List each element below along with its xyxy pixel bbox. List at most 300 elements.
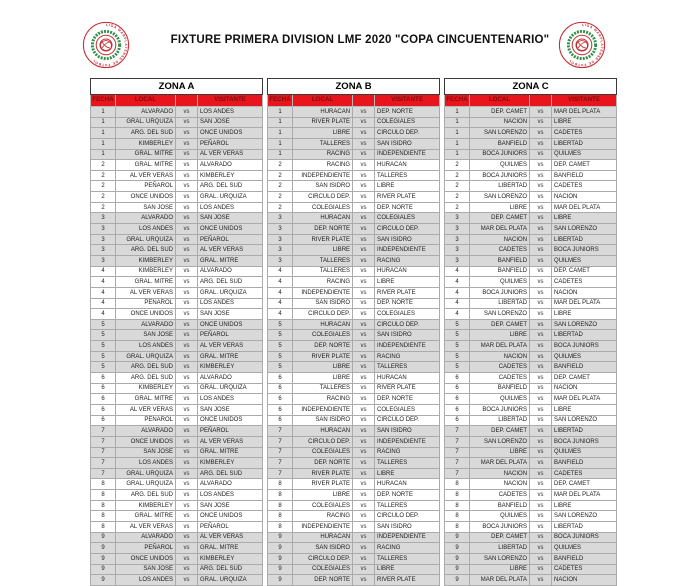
local-team-cell: LIBRE (293, 373, 353, 384)
vs-cell: vs (353, 447, 375, 458)
vs-cell: vs (530, 436, 552, 447)
local-team-cell: QUILMES (470, 277, 530, 288)
fecha-cell: 8 (268, 500, 293, 511)
fecha-header: FECHA (268, 95, 293, 107)
local-team-cell: DEP. NORTE (293, 224, 353, 235)
fixture-row (268, 564, 440, 575)
fecha-cell: 7 (91, 468, 116, 479)
visitante-team-cell: SAN ISIDRO (375, 234, 440, 245)
fixture-row (445, 458, 617, 469)
fixture-row (445, 138, 617, 149)
fecha-cell: 9 (445, 532, 470, 543)
vs-cell: vs (353, 138, 375, 149)
vs-cell: vs (530, 309, 552, 320)
vs-cell: vs (353, 117, 375, 128)
local-team-cell: GRAL. URQUIZA (116, 351, 176, 362)
vs-cell: vs (176, 224, 198, 235)
local-team-cell: MAR DEL PLATA (470, 458, 530, 469)
visitante-team-cell: AL VER VERAS (198, 532, 263, 543)
visitante-team-cell: LIBRE (552, 404, 617, 415)
vs-cell: vs (353, 543, 375, 554)
fixture-row (268, 170, 440, 181)
vs-cell: vs (530, 553, 552, 564)
visitante-team-cell: BANFIELD (552, 362, 617, 373)
fixture-row (445, 213, 617, 224)
fecha-cell: 9 (268, 532, 293, 543)
visitante-team-cell: KIMBERLEY (198, 458, 263, 469)
vs-cell: vs (353, 436, 375, 447)
fixture-row (268, 245, 440, 256)
fixture-row (91, 234, 263, 245)
fecha-cell: 1 (91, 117, 116, 128)
local-team-cell: DEP. CAMET (470, 532, 530, 543)
fecha-cell: 8 (91, 490, 116, 501)
visitante-team-cell: LOS ANDES (198, 202, 263, 213)
fixture-row (268, 128, 440, 139)
visitante-team-cell: RIVER PLATE (375, 383, 440, 394)
fixture-row (268, 553, 440, 564)
visitante-team-cell: COLEGIALES (375, 117, 440, 128)
local-team-cell: ARG. DEL SUD (116, 245, 176, 256)
visitante-team-cell: PEÑAROL (198, 521, 263, 532)
fecha-cell: 2 (268, 192, 293, 203)
fecha-cell: 6 (268, 383, 293, 394)
fixture-row (445, 255, 617, 266)
fixture-row (91, 341, 263, 352)
fixture-row (91, 287, 263, 298)
fecha-cell: 6 (268, 415, 293, 426)
fixture-row (268, 298, 440, 309)
local-team-cell: COLEGIALES (293, 564, 353, 575)
fecha-cell: 7 (268, 426, 293, 437)
fecha-cell: 2 (268, 170, 293, 181)
visitante-team-cell: MAR DEL PLATA (552, 394, 617, 405)
local-team-cell: LOS ANDES (116, 341, 176, 352)
visitante-team-cell: DEP. CAMET (552, 160, 617, 171)
league-logo-icon (558, 21, 606, 69)
fecha-cell: 5 (445, 351, 470, 362)
local-team-cell: MAR DEL PLATA (470, 575, 530, 586)
fecha-cell: 6 (445, 373, 470, 384)
local-team-cell: INDEPENDIENTE (293, 170, 353, 181)
local-team-cell: SAN LORENZO (470, 192, 530, 203)
local-team-cell: LIBRE (293, 362, 353, 373)
fecha-cell: 9 (445, 543, 470, 554)
fixture-row (445, 107, 617, 118)
local-team-cell: DEP. NORTE (293, 341, 353, 352)
fixture-row (268, 181, 440, 192)
fecha-cell: 6 (445, 404, 470, 415)
local-team-cell: DEP. NORTE (293, 575, 353, 586)
zone-title-row (268, 79, 440, 95)
fixture-row (445, 447, 617, 458)
visitante-team-cell: ONCE UNIDOS (198, 319, 263, 330)
local-team-cell: LIBRE (470, 447, 530, 458)
fecha-cell: 4 (445, 309, 470, 320)
fixture-row (445, 266, 617, 277)
local-team-cell: DEP. CAMET (470, 213, 530, 224)
fixture-row (91, 532, 263, 543)
visitante-team-cell: GRAL. URQUIZA (198, 287, 263, 298)
vs-cell: vs (353, 287, 375, 298)
visitante-team-cell: COLEGIALES (375, 404, 440, 415)
vs-cell: vs (530, 287, 552, 298)
fixture-row (91, 373, 263, 384)
fecha-cell: 5 (445, 341, 470, 352)
vs-cell: vs (353, 298, 375, 309)
fixture-row (268, 351, 440, 362)
fixture-row (91, 500, 263, 511)
local-team-cell: QUILMES (470, 394, 530, 405)
fecha-cell: 2 (268, 181, 293, 192)
fixture-row (91, 319, 263, 330)
visitante-team-cell: MAR DEL PLATA (552, 202, 617, 213)
fixture-row (91, 160, 263, 171)
fecha-cell: 8 (91, 500, 116, 511)
visitante-team-cell: AL VER VERAS (198, 341, 263, 352)
fecha-cell: 9 (91, 564, 116, 575)
vs-cell: vs (353, 341, 375, 352)
vs-cell: vs (176, 575, 198, 586)
local-team-cell: LOS ANDES (116, 458, 176, 469)
fixture-row (268, 234, 440, 245)
fecha-cell: 1 (445, 138, 470, 149)
fixture-row (268, 287, 440, 298)
fecha-cell: 8 (445, 479, 470, 490)
local-team-cell: BANFIELD (470, 138, 530, 149)
local-team-cell: AL VER VERAS (116, 521, 176, 532)
local-team-cell: DEP. CAMET (470, 426, 530, 437)
visitante-team-cell: ONCE UNIDOS (198, 415, 263, 426)
fecha-cell: 6 (268, 404, 293, 415)
local-team-cell: CADETES (470, 490, 530, 501)
local-team-cell: LIBRE (470, 564, 530, 575)
fixture-row (445, 394, 617, 405)
local-team-cell: LOS ANDES (116, 575, 176, 586)
fecha-cell: 7 (91, 458, 116, 469)
visitante-team-cell: BOCA JUNIORS (552, 245, 617, 256)
fecha-cell: 9 (268, 553, 293, 564)
vs-cell: vs (530, 245, 552, 256)
visitante-team-cell: GRAL. URQUIZA (198, 575, 263, 586)
local-team-cell: RIVER PLATE (293, 117, 353, 128)
fecha-cell: 5 (268, 351, 293, 362)
fecha-cell: 6 (91, 383, 116, 394)
vs-cell: vs (530, 234, 552, 245)
vs-cell: vs (353, 415, 375, 426)
fixture-row (445, 341, 617, 352)
fixture-row (268, 426, 440, 437)
fixture-row (268, 341, 440, 352)
visitante-team-cell: HURACAN (375, 479, 440, 490)
fixture-row (445, 383, 617, 394)
local-team-cell: RIVER PLATE (293, 234, 353, 245)
fecha-cell: 8 (91, 521, 116, 532)
fixture-row (445, 553, 617, 564)
visitante-team-cell: LIBRE (552, 500, 617, 511)
local-team-cell: CIRCULO DEP. (293, 192, 353, 203)
local-team-cell: BANFIELD (470, 500, 530, 511)
vs-cell: vs (530, 479, 552, 490)
fecha-cell: 3 (91, 224, 116, 235)
fecha-cell: 5 (91, 362, 116, 373)
fixture-row (268, 532, 440, 543)
visitante-team-cell: RIVER PLATE (375, 575, 440, 586)
visitante-team-cell: INDEPENDIENTE (375, 532, 440, 543)
fecha-cell: 7 (91, 426, 116, 437)
fecha-cell: 3 (91, 255, 116, 266)
local-team-cell: NACION (470, 351, 530, 362)
fecha-cell: 2 (268, 160, 293, 171)
visitante-team-cell: TALLERES (375, 500, 440, 511)
vs-cell: vs (530, 415, 552, 426)
fecha-cell: 1 (445, 107, 470, 118)
local-team-cell: BANFIELD (470, 266, 530, 277)
fixture-row (91, 362, 263, 373)
visitante-team-cell: DEP. CAMET (552, 373, 617, 384)
vs-cell: vs (176, 404, 198, 415)
vs-cell: vs (176, 287, 198, 298)
fixture-row (91, 117, 263, 128)
fecha-cell: 4 (268, 277, 293, 288)
local-team-cell: HURACAN (293, 426, 353, 437)
vs-cell: vs (353, 245, 375, 256)
fecha-cell: 7 (445, 468, 470, 479)
fecha-cell: 7 (268, 468, 293, 479)
fixture-row (445, 351, 617, 362)
visitante-team-cell: COLEGIALES (375, 213, 440, 224)
column-header-row (91, 95, 263, 107)
vs-cell: vs (530, 575, 552, 586)
fixture-row (268, 255, 440, 266)
fecha-cell: 5 (268, 319, 293, 330)
local-team-cell: KIMBERLEY (116, 383, 176, 394)
visitante-team-cell: BOCA JUNIORS (552, 341, 617, 352)
column-header-row (445, 95, 617, 107)
vs-cell: vs (530, 351, 552, 362)
fecha-cell: 8 (91, 511, 116, 522)
fixture-row (445, 426, 617, 437)
visitante-team-cell: RACING (375, 447, 440, 458)
vs-cell: vs (530, 138, 552, 149)
vs-cell: vs (176, 245, 198, 256)
vs-cell: vs (176, 468, 198, 479)
vs-cell: vs (353, 266, 375, 277)
vs-cell: vs (530, 330, 552, 341)
fecha-cell: 4 (268, 266, 293, 277)
fecha-cell: 6 (268, 373, 293, 384)
fixture-row (445, 436, 617, 447)
vs-cell: vs (530, 404, 552, 415)
fixture-row (445, 128, 617, 139)
visitante-team-cell: CADETES (552, 564, 617, 575)
fecha-cell: 2 (91, 181, 116, 192)
zone-title: ZONA A (91, 79, 263, 95)
vs-cell: vs (530, 266, 552, 277)
vs-cell: vs (353, 224, 375, 235)
fixture-row (91, 426, 263, 437)
visitante-team-cell: GRAL. MITRE (198, 447, 263, 458)
visitante-team-cell: SAN ISIDRO (375, 330, 440, 341)
local-team-cell: BOCA JUNIORS (470, 287, 530, 298)
fixture-row (91, 543, 263, 554)
local-team-cell: ONCE UNIDOS (116, 436, 176, 447)
visitante-team-cell: CADETES (552, 277, 617, 288)
visitante-team-cell: GRAL. MITRE (198, 255, 263, 266)
local-team-cell: SAN LORENZO (470, 128, 530, 139)
fixture-row (268, 479, 440, 490)
fecha-cell: 2 (91, 170, 116, 181)
vs-cell: vs (353, 373, 375, 384)
fecha-cell: 2 (445, 160, 470, 171)
fecha-cell: 2 (445, 170, 470, 181)
fecha-cell: 6 (445, 383, 470, 394)
vs-cell: vs (353, 192, 375, 203)
fecha-cell: 1 (445, 149, 470, 160)
visitante-team-cell: QUILMES (552, 351, 617, 362)
fixture-row (268, 224, 440, 235)
fecha-cell: 9 (91, 543, 116, 554)
fixture-row (268, 447, 440, 458)
vs-cell: vs (176, 128, 198, 139)
visitante-team-cell: ONCE UNIDOS (198, 224, 263, 235)
local-team-cell: HURACAN (293, 532, 353, 543)
local-team-cell: MAR DEL PLATA (470, 224, 530, 235)
local-team-cell: HURACAN (293, 107, 353, 118)
visitante-team-cell: RIVER PLATE (375, 192, 440, 203)
vs-cell: vs (530, 298, 552, 309)
local-team-cell: BOCA JUNIORS (470, 170, 530, 181)
fecha-cell: 1 (91, 149, 116, 160)
visitante-team-cell: GRAL. MITRE (198, 351, 263, 362)
vs-cell: vs (353, 575, 375, 586)
vs-cell: vs (176, 149, 198, 160)
fixture-row (445, 277, 617, 288)
visitante-team-cell: DEP. NORTE (375, 490, 440, 501)
fecha-cell: 1 (268, 117, 293, 128)
fixture-row (445, 309, 617, 320)
vs-cell: vs (353, 468, 375, 479)
fixture-row (268, 138, 440, 149)
vs-cell: vs (353, 255, 375, 266)
vs-cell: vs (176, 330, 198, 341)
visitante-team-cell: SAN JOSE (198, 117, 263, 128)
fecha-cell: 3 (268, 224, 293, 235)
vs-cell: vs (353, 383, 375, 394)
local-team-cell: GRAL. MITRE (116, 394, 176, 405)
local-team-cell: SAN JOSE (116, 330, 176, 341)
local-team-cell: KIMBERLEY (116, 255, 176, 266)
visitante-team-cell: CIRCULO DEP. (375, 128, 440, 139)
visitante-team-cell: NACION (552, 192, 617, 203)
visitante-team-cell: MAR DEL PLATA (552, 107, 617, 118)
fecha-cell: 3 (268, 213, 293, 224)
visitante-team-cell: CIRCULO DEP. (375, 511, 440, 522)
visitante-team-cell: NACION (552, 287, 617, 298)
fecha-cell: 7 (445, 436, 470, 447)
vs-cell: vs (176, 298, 198, 309)
local-team-cell: LIBRE (293, 245, 353, 256)
fecha-cell: 1 (268, 107, 293, 118)
local-team-cell: COLEGIALES (293, 500, 353, 511)
local-team-cell: ARG. DEL SUD (116, 490, 176, 501)
local-team-cell: INDEPENDIENTE (293, 287, 353, 298)
local-team-cell: ARG. DEL SUD (116, 362, 176, 373)
fixture-row (268, 373, 440, 384)
local-team-cell: SAN ISIDRO (293, 415, 353, 426)
fecha-cell: 5 (268, 362, 293, 373)
fixture-row (268, 330, 440, 341)
fecha-cell: 2 (268, 202, 293, 213)
local-team-cell: ALVARADO (116, 426, 176, 437)
vs-cell: vs (176, 255, 198, 266)
vs-cell: vs (353, 107, 375, 118)
vs-cell: vs (353, 511, 375, 522)
local-team-cell: TALLERES (293, 266, 353, 277)
fecha-cell: 8 (445, 521, 470, 532)
fecha-cell: 4 (445, 277, 470, 288)
visitante-team-cell: INDEPENDIENTE (375, 436, 440, 447)
local-team-cell: BANFIELD (470, 383, 530, 394)
vs-cell: vs (353, 404, 375, 415)
fecha-cell: 5 (91, 341, 116, 352)
local-team-cell: ALVARADO (116, 319, 176, 330)
visitante-team-cell: LOS ANDES (198, 490, 263, 501)
fixture-row (445, 479, 617, 490)
visitante-team-cell: CADETES (552, 181, 617, 192)
visitante-team-cell: GRAL. MITRE (198, 543, 263, 554)
fixture-row (91, 213, 263, 224)
local-team-cell: LIBRE (470, 202, 530, 213)
vs-cell: vs (176, 181, 198, 192)
vs-cell: vs (176, 426, 198, 437)
fixture-row (268, 266, 440, 277)
local-team-cell: GRAL. MITRE (116, 511, 176, 522)
vs-cell: vs (530, 521, 552, 532)
zone-title-row (445, 79, 617, 95)
fecha-cell: 4 (91, 277, 116, 288)
visitante-header: VISITANTE (198, 95, 263, 107)
vs-cell: vs (530, 224, 552, 235)
visitante-header: VISITANTE (375, 95, 440, 107)
local-team-cell: INDEPENDIENTE (293, 404, 353, 415)
visitante-team-cell: DEP. CAMET (552, 479, 617, 490)
fixture-row (445, 298, 617, 309)
vs-cell: vs (176, 170, 198, 181)
fecha-cell: 8 (445, 490, 470, 501)
visitante-team-cell: COLEGIALES (375, 309, 440, 320)
visitante-team-cell: KIMBERLEY (198, 362, 263, 373)
local-team-cell: KIMBERLEY (116, 266, 176, 277)
visitante-team-cell: LIBRE (552, 309, 617, 320)
vs-cell: vs (530, 564, 552, 575)
zone-b-table (267, 78, 440, 586)
vs-cell: vs (176, 213, 198, 224)
fixture-row (268, 543, 440, 554)
fixture-row (91, 266, 263, 277)
local-team-cell: SAN ISIDRO (293, 181, 353, 192)
local-team-cell: GRAL. URQUIZA (116, 117, 176, 128)
vs-cell: vs (353, 458, 375, 469)
vs-cell: vs (530, 107, 552, 118)
fixture-row (445, 245, 617, 256)
local-team-cell: GRAL. URQUIZA (116, 468, 176, 479)
fixture-row (445, 330, 617, 341)
vs-cell: vs (530, 383, 552, 394)
visitante-team-cell: LIBERTAD (552, 426, 617, 437)
fixture-row (91, 468, 263, 479)
local-team-cell: HURACAN (293, 319, 353, 330)
